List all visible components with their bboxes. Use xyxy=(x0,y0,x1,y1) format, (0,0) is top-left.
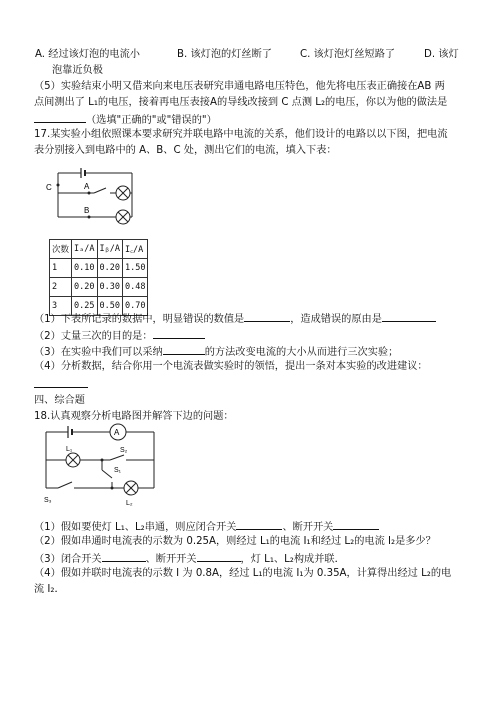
q17-sub3 xyxy=(34,344,398,359)
q17-sub4-blank[interactable] xyxy=(34,377,88,388)
option-d-continued: 泡靠近负极 xyxy=(52,65,103,76)
q18-sub3-text-c: ，灯 L₁、L₂构成并联． xyxy=(240,554,345,565)
table-cell: 1.50 xyxy=(122,259,147,278)
q17-sub3-blank[interactable] xyxy=(163,344,205,355)
table-header-cell: I꜀/A xyxy=(122,240,147,259)
q18-sub1-text-b: 、断开开关 xyxy=(282,522,334,533)
table-cell: 0.70 xyxy=(122,297,147,316)
table-cell: 1 xyxy=(50,259,72,278)
table-row xyxy=(50,259,148,278)
q18-sub3 xyxy=(34,551,345,566)
q18-sub3-blank2[interactable] xyxy=(197,551,241,562)
label-s1: S₁ xyxy=(114,467,122,474)
q5-line2: 点间测出了 L₁的电压，接着再电压表接A的导线改接到 C 点测 L₂的电压，你以为他的做法是 xyxy=(34,97,448,108)
q18-sub1-blank2[interactable] xyxy=(333,519,379,530)
table-cell: 0.10 xyxy=(72,259,97,278)
q18-sub4-line1: （4）假如并联时电流表的示数 I 为 0.8A，经过 L₁的电流 I₁为 0.35A，计算得出经过 L₂的电 xyxy=(34,568,452,579)
q18-sub3-blank1[interactable] xyxy=(102,551,146,562)
table-header-cell: Iₐ/A xyxy=(72,240,97,259)
table-cell: 2 xyxy=(50,278,72,297)
section-heading: 四、综合题 xyxy=(34,395,85,406)
q18-title: 18.认真观察分析电路图并解答下边的问题： xyxy=(34,411,234,422)
table-header-row xyxy=(50,240,148,259)
q17-sub1-text-b: ，造成错误的原由是 xyxy=(290,314,382,325)
table-cell: 0.30 xyxy=(97,278,122,297)
q18-sub4-line2: 流 I₂． xyxy=(34,584,65,595)
q17-sub4-answer xyxy=(34,377,88,392)
table-cell: 0.48 xyxy=(122,278,147,297)
table-cell: 3 xyxy=(50,297,72,316)
ammeter-label: A xyxy=(114,428,120,437)
q18-circuit-diagram xyxy=(36,422,166,508)
q17-line2: 表分别接入到电路中的 A、B、C 处，测出它们的电流，填入下表： xyxy=(34,145,337,156)
q17-sub1 xyxy=(34,311,436,326)
q18-sub2: （2）假如串通时电流表的示数为 0.25A，则经过 L₁的电流 I₁和经过 L₂的电流 I₂是多少？ xyxy=(34,536,436,547)
table-cell: 0.20 xyxy=(97,259,122,278)
option-c: C. 该灯泡灯丝短路了 xyxy=(300,49,396,60)
table-row xyxy=(50,278,148,297)
table-cell: 0.20 xyxy=(72,278,97,297)
label-s3: S₃ xyxy=(44,497,52,504)
label-b: B xyxy=(84,206,90,215)
label-l2: L₂ xyxy=(126,500,133,507)
q18-sub3-text-b: 、断开开关 xyxy=(145,554,197,565)
option-a: A. 经过该灯泡的电流小 xyxy=(35,49,140,60)
q17-line1: 17.某实验小组依照课本要求研究并联电路中电流的关系，他们设计的电路以以下图，把电流 xyxy=(34,129,448,140)
label-c: C xyxy=(46,183,52,192)
q18-sub3-text-a: （3）闭合开关 xyxy=(34,554,102,565)
q5-line3 xyxy=(34,112,217,127)
q18-sub1-text-a: （1）假如要使灯 L₁、L₂串通，则应闭合开关 xyxy=(34,522,237,533)
q17-sub4: （4）分析数据，结合你用一个电流表做实验时的领悟，提出一条对本实验的改进建议： xyxy=(34,361,428,372)
q18-sub1 xyxy=(34,519,379,534)
q5-answer-blank[interactable] xyxy=(34,112,86,123)
q17-sub3-text-a: （3）在实验中我们可以采纳 xyxy=(34,347,163,358)
option-b: B. 该灯泡的灯丝断了 xyxy=(177,49,272,60)
q5-line1: （5）实验结束小明又借来向来电压表研究串通电路电压特色，他先将电压表正确接在AB 两 xyxy=(34,81,445,92)
q18-sub1-blank1[interactable] xyxy=(236,519,282,530)
table-header-cell: 次数 xyxy=(50,240,72,259)
table-cell: 0.25 xyxy=(72,297,97,316)
q17-sub1-text-a: （1）下表所记录的数据中，明显错误的数值是 xyxy=(34,314,245,325)
q17-sub2-blank[interactable] xyxy=(153,328,205,339)
q17-sub2-text: （2）丈量三次的目的是： xyxy=(34,331,153,342)
parallel-circuit-diagram xyxy=(44,163,144,231)
q5-line3-text: （选填"正确的"或"错误的"） xyxy=(86,115,217,126)
label-a: A xyxy=(84,182,90,191)
q17-sub3-text-b: 的方法改变电流的大小从而进行三次实验； xyxy=(204,347,399,358)
q17-sub1-blank1[interactable] xyxy=(244,311,290,322)
current-data-table xyxy=(49,239,148,316)
label-l1: L₁ xyxy=(66,446,73,453)
option-d: D. 该灯 xyxy=(424,49,459,60)
label-s2: S₂ xyxy=(120,447,128,454)
q17-sub2 xyxy=(34,328,205,343)
table-cell: 0.50 xyxy=(97,297,122,316)
table-header-cell: Iᵦ/A xyxy=(97,240,122,259)
q17-sub1-blank2[interactable] xyxy=(382,311,436,322)
